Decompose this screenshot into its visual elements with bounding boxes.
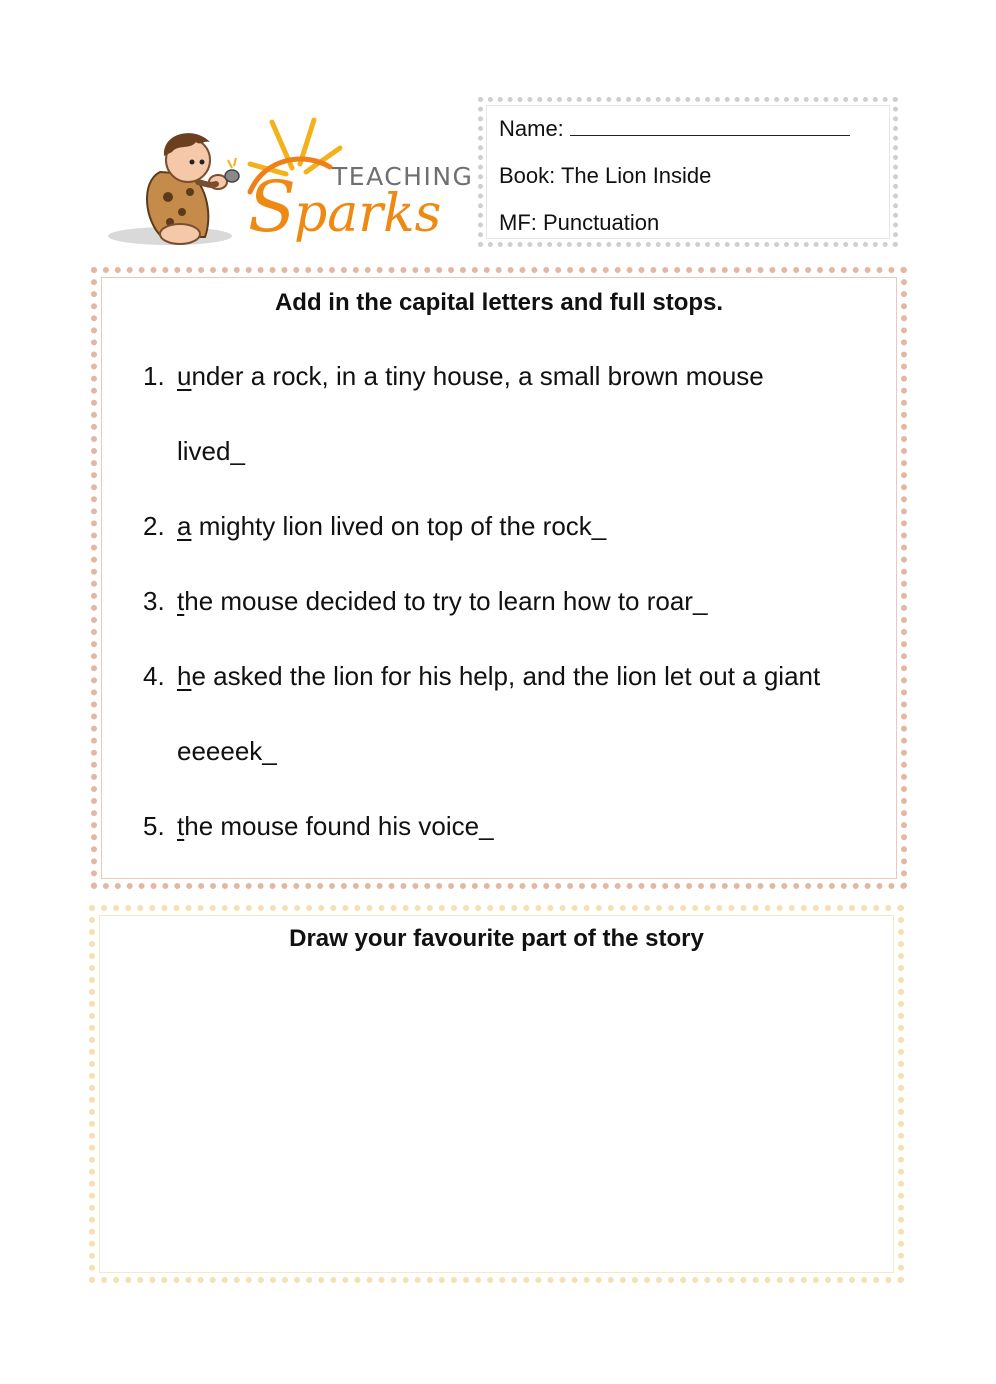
logo-word-teaching: TEACHING [332, 162, 474, 191]
list-item [143, 639, 881, 789]
name-line [499, 114, 893, 161]
draw-heading: Draw your favourite part of the story [289, 925, 704, 952]
item-continuation: lived_ [177, 436, 245, 466]
list-item [143, 489, 881, 564]
underlined-letter: a [177, 511, 192, 541]
logo-sparks-initial: S [248, 166, 296, 248]
item-continuation: eeeeek_ [177, 736, 277, 766]
logo-word-sparks [248, 166, 442, 248]
item-number: 3. [143, 586, 165, 616]
underlined-letter: t [177, 811, 185, 841]
task-heading: Add in the capital letters and full stops. [274, 289, 724, 316]
name-blank-field[interactable] [570, 115, 850, 136]
item-text: mighty lion lived on top of the rock_ [191, 511, 607, 541]
book-line: Book: The Lion Inside [499, 163, 712, 188]
underlined-letter: h [177, 661, 192, 691]
teaching-sparks-logo [100, 112, 475, 257]
logo-sparks-rest: parks [293, 184, 442, 244]
item-text: nder a rock, in a tiny house, a small brown mouse [191, 361, 764, 391]
underlined-letter: u [177, 361, 192, 391]
item-text: he mouse found his voice_ [184, 811, 494, 841]
punctuation-task-box [91, 267, 907, 889]
item-number: 5. [143, 811, 165, 841]
task-list [143, 339, 881, 864]
drawing-area-box[interactable] [89, 905, 904, 1283]
list-item [143, 564, 881, 639]
underlined-letter: t [177, 586, 185, 616]
list-item [143, 789, 881, 864]
name-label: Name: [499, 116, 564, 141]
item-number: 4. [143, 661, 165, 691]
item-number: 1. [143, 361, 165, 391]
list-item [143, 339, 881, 489]
student-info-box [478, 97, 898, 247]
mf-line: MF: Punctuation [499, 210, 660, 235]
item-text: he mouse decided to try to learn how to roar_ [184, 586, 708, 616]
item-text: e asked the lion for his help, and the lion let out a giant [191, 661, 821, 691]
item-number: 2. [143, 511, 165, 541]
